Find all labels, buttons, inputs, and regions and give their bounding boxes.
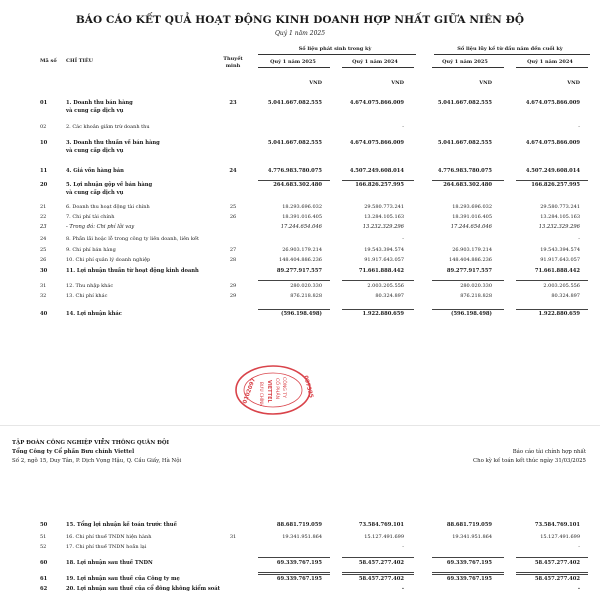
row-value-period-2024: 2.003.205.556 xyxy=(367,283,404,289)
row-value-ytd-2024: 13.284.105.163 xyxy=(540,214,580,220)
row-code: 51 xyxy=(40,534,47,540)
row-value-period-2025: 264.683.302.480 xyxy=(273,182,322,188)
subtotal-rule xyxy=(258,280,330,281)
row-value-period-2024: 71.661.888.442 xyxy=(358,268,404,274)
row-value-period-2024: 13.284.105.163 xyxy=(364,214,404,220)
header-item: CHỈ TIÊU xyxy=(66,58,94,64)
row-label: 3. Doanh thu thuần về bán hàng xyxy=(66,140,160,146)
row-value-period-2025: 5.041.667.082.555 xyxy=(267,100,322,106)
row-value-period-2024: - xyxy=(401,586,404,592)
row-note: 25 xyxy=(229,204,237,210)
svg-text:0102097: 0102097 xyxy=(242,377,258,405)
row-value-period-2024: 15.127.491.699 xyxy=(364,534,404,540)
row-label: 4. Giá vốn hàng bán xyxy=(66,168,124,174)
header-note-line1: Thuyết xyxy=(223,56,243,62)
header-col1: Quý 1 năm 2025 xyxy=(270,59,316,65)
report-page-2 xyxy=(0,425,600,601)
row-value-ytd-2024: 2.003.205.556 xyxy=(543,283,580,289)
row-value-ytd-2024: - xyxy=(578,124,580,130)
double-rule-top xyxy=(516,572,588,573)
row-value-period-2025: (596.198.498) xyxy=(280,311,322,317)
row-label: 13. Chi phí khác xyxy=(66,293,108,299)
double-rule-top xyxy=(432,572,504,573)
row-value-period-2025: 69.339.767.195 xyxy=(276,576,322,582)
subtotal-rule xyxy=(516,309,588,310)
report-period: Cho kỳ kế toán kết thúc ngày 31/03/2025 xyxy=(473,458,586,464)
row-value-ytd-2024: 4.674.075.866.009 xyxy=(525,100,580,106)
subtotal-rule xyxy=(516,180,588,181)
row-value-ytd-2025: 17.244.654.046 xyxy=(450,224,492,230)
row-label: 19. Lợi nhuận sau thuế của Công ty mẹ xyxy=(66,576,180,582)
subtotal-rule xyxy=(432,309,504,310)
header-col1-rule xyxy=(258,67,330,68)
row-code: 01 xyxy=(40,100,48,106)
row-note: 26 xyxy=(229,214,237,220)
svg-text:097325: 097325 xyxy=(302,374,314,399)
header-col2-rule xyxy=(342,67,414,68)
row-code: 02 xyxy=(40,124,47,130)
row-value-ytd-2025: 19.341.951.864 xyxy=(452,534,492,540)
row-value-period-2024: 58.457.277.402 xyxy=(358,560,404,566)
row-value-period-2024: 29.580.773.241 xyxy=(364,204,404,210)
row-label: 12. Thu nhập khác xyxy=(66,283,114,289)
header-col3: Quý 1 năm 2025 xyxy=(442,59,488,65)
header-unit4: VND xyxy=(567,80,580,86)
header-group-period: Số liệu phát sinh trong kỳ xyxy=(298,46,372,52)
row-value-ytd-2024: 4.674.075.866.009 xyxy=(525,140,580,146)
row-value-period-2024: - xyxy=(402,236,404,242)
row-note: 31 xyxy=(229,534,237,540)
report-subtitle: Quý 1 năm 2025 xyxy=(274,30,326,37)
svg-text:BƯU CHÍNH: BƯU CHÍNH xyxy=(259,382,264,407)
row-code: 10 xyxy=(40,140,48,146)
row-value-ytd-2025: 876.218.828 xyxy=(460,293,492,299)
row-value-ytd-2024: - xyxy=(578,544,580,550)
row-code: 24 xyxy=(40,236,47,242)
row-value-period-2024: - xyxy=(402,124,404,130)
subtotal-rule xyxy=(342,557,414,558)
row-value-period-2024: 4.674.075.866.009 xyxy=(349,100,404,106)
row-value-period-2025: 17.244.654.046 xyxy=(280,224,322,230)
row-value-ytd-2024: 29.580.773.241 xyxy=(540,204,580,210)
company-address: Số 2, ngõ 15, Duy Tân, P. Dịch Vọng Hậu, Q. Cầu Giấy, Hà Nội xyxy=(12,458,182,464)
report-title: BÁO CÁO KẾT QUẢ HOẠT ĐỘNG KINH DOANH HỢP NHẤT GIỮA NIÊN ĐỘ xyxy=(75,14,525,26)
row-label-line2: và cung cấp dịch vụ xyxy=(66,108,124,114)
row-code: 52 xyxy=(40,544,47,550)
row-value-period-2025: 89.277.917.557 xyxy=(276,268,322,274)
header-code: Mã số xyxy=(40,58,57,64)
header-col4-rule xyxy=(516,67,588,68)
row-value-period-2025: 5.041.667.082.555 xyxy=(267,140,322,146)
subtotal-rule xyxy=(342,309,414,310)
row-code: 31 xyxy=(40,283,47,289)
subtotal-rule xyxy=(258,180,330,181)
row-value-period-2024: 19.543.394.574 xyxy=(364,247,404,253)
double-rule-bottom xyxy=(342,574,414,575)
row-code: 20 xyxy=(40,182,48,188)
row-code: 22 xyxy=(40,214,47,220)
row-code: 50 xyxy=(40,522,48,528)
row-label-line2: và cung cấp dịch vụ xyxy=(66,190,124,196)
row-value-ytd-2024: - xyxy=(578,236,580,242)
row-label: 10. Chi phí quản lý doanh nghiệp xyxy=(66,257,151,263)
row-value-ytd-2025: 18.391.016.405 xyxy=(452,214,492,220)
row-value-period-2025: 19.341.951.864 xyxy=(282,534,322,540)
row-value-ytd-2025: 5.041.667.082.555 xyxy=(437,100,492,106)
row-value-ytd-2024: 58.457.277.402 xyxy=(534,560,580,566)
double-rule-bottom xyxy=(258,574,330,575)
row-value-ytd-2024: 1.922.880.659 xyxy=(538,311,580,317)
row-value-ytd-2024: 58.457.277.402 xyxy=(534,576,580,582)
subtotal-rule xyxy=(342,180,414,181)
svg-text:VIETTEL: VIETTEL xyxy=(266,380,272,403)
double-rule-top xyxy=(342,572,414,573)
row-value-period-2025: 26.903.179.214 xyxy=(282,247,322,253)
row-value-ytd-2025: 88.681.719.059 xyxy=(446,522,492,528)
row-note: 29 xyxy=(229,283,237,289)
row-value-period-2025: 876.218.828 xyxy=(290,293,322,299)
row-value-ytd-2025: 5.041.667.082.555 xyxy=(437,140,492,146)
row-value-ytd-2024: - xyxy=(577,586,580,592)
subtotal-rule xyxy=(342,280,414,281)
row-value-ytd-2025: 69.339.767.195 xyxy=(446,576,492,582)
subtotal-rule xyxy=(258,309,330,310)
row-value-period-2025: 18.391.016.405 xyxy=(282,214,322,220)
row-value-ytd-2025: 18.293.696.032 xyxy=(452,204,492,210)
row-value-period-2024: 4.507.249.608.014 xyxy=(349,168,404,174)
row-value-period-2025: 18.293.696.032 xyxy=(282,204,322,210)
row-value-period-2025: 148.404.886.236 xyxy=(279,257,322,263)
row-code: 32 xyxy=(40,293,47,299)
row-value-ytd-2024: 19.543.394.574 xyxy=(540,247,580,253)
row-code: 40 xyxy=(40,311,48,317)
subtotal-rule xyxy=(516,280,588,281)
row-value-period-2024: 4.674.075.866.009 xyxy=(349,140,404,146)
row-label: 8. Phần lãi hoặc lỗ trong công ty liên doanh, liên kết xyxy=(66,236,199,242)
row-value-ytd-2024: 71.661.888.442 xyxy=(534,268,580,274)
row-label: 18. Lợi nhuận sau thuế TNDN xyxy=(66,560,153,566)
subtotal-rule xyxy=(432,280,504,281)
row-code: 21 xyxy=(40,204,47,210)
row-label: 2. Các khoản giảm trừ doanh thu xyxy=(66,124,150,130)
subtotal-rule xyxy=(432,557,504,558)
row-value-ytd-2024: 166.826.257.995 xyxy=(531,182,580,188)
row-label: 20. Lợi nhuận sau thuế của cổ đông không kiểm soát xyxy=(66,586,221,592)
row-note: 27 xyxy=(229,247,237,253)
header-col4: Quý 1 năm 2024 xyxy=(527,59,573,65)
company-name: Tổng Công ty Cổ phần Bưu chính Viettel xyxy=(12,449,135,455)
row-value-ytd-2024: 80.324.897 xyxy=(551,293,580,299)
header-group-period-rule xyxy=(258,54,416,55)
row-value-ytd-2025: 264.683.302.480 xyxy=(443,182,492,188)
double-rule-bottom xyxy=(432,574,504,575)
row-value-period-2024: 91.917.643.057 xyxy=(364,257,404,263)
double-rule-bottom xyxy=(516,574,588,575)
row-value-period-2024: 1.922.880.659 xyxy=(362,311,404,317)
header-col3-rule xyxy=(432,67,504,68)
row-label: 11. Lợi nhuận thuần từ hoạt động kinh doanh xyxy=(66,268,199,274)
header-unit1: VND xyxy=(309,80,322,86)
row-code: 25 xyxy=(40,247,47,253)
row-value-period-2024: 80.324.897 xyxy=(375,293,404,299)
row-value-ytd-2025: 148.404.886.236 xyxy=(449,257,492,263)
company-seal-stamp xyxy=(232,364,314,416)
report-name: Báo cáo tài chính hợp nhất xyxy=(512,449,586,455)
group-name: TẬP ĐOÀN CÔNG NGHIỆP VIỄN THÔNG QUÂN ĐỘI xyxy=(12,440,170,446)
row-value-period-2024: 13.232.329.296 xyxy=(362,224,404,230)
row-value-ytd-2025: 26.903.179.214 xyxy=(452,247,492,253)
row-label: 16. Chi phí thuế TNDN hiện hành xyxy=(66,534,152,540)
row-value-period-2024: 58.457.277.402 xyxy=(358,576,404,582)
row-label: 5. Lợi nhuận gộp về bán hàng xyxy=(66,182,153,188)
row-value-period-2025: 4.776.983.780.075 xyxy=(267,168,322,174)
row-label: 15. Tổng lợi nhuận kế toán trước thuế xyxy=(66,522,177,528)
double-rule-top xyxy=(258,572,330,573)
header-group-ytd: Số liệu lũy kế từ đầu năm đến cuối kỳ xyxy=(457,46,563,52)
row-label: 1. Doanh thu bán hàng xyxy=(66,100,133,106)
row-label: 6. Doanh thu hoạt động tài chính xyxy=(66,204,150,210)
header-note-line2: minh xyxy=(225,63,241,69)
row-value-period-2025: 280.020.330 xyxy=(290,283,322,289)
row-value-ytd-2025: 4.776.983.780.075 xyxy=(437,168,492,174)
header-unit2: VND xyxy=(391,80,404,86)
row-code: 61 xyxy=(40,576,48,582)
row-value-ytd-2025: (596.198.498) xyxy=(450,311,492,317)
row-value-ytd-2025: 89.277.917.557 xyxy=(446,268,492,274)
row-note: 23 xyxy=(229,100,237,106)
row-label: 17. Chi phí thuế TNDN hoãn lại xyxy=(66,544,147,550)
row-value-ytd-2024: 73.584.769.101 xyxy=(534,522,580,528)
row-code: 60 xyxy=(40,560,48,566)
subtotal-rule xyxy=(516,557,588,558)
row-value-ytd-2024: 91.917.643.057 xyxy=(540,257,580,263)
header-group-ytd-rule xyxy=(434,54,590,55)
row-value-ytd-2025: 280.020.330 xyxy=(460,283,492,289)
row-code: 30 xyxy=(40,268,48,274)
row-code: 23 xyxy=(40,224,47,230)
row-value-ytd-2025: 69.339.767.195 xyxy=(446,560,492,566)
row-value-period-2025: 69.339.767.195 xyxy=(276,560,322,566)
row-label: - Trong đó: Chi phí lãi vay xyxy=(66,224,135,230)
row-label: 7. Chi phí tài chính xyxy=(66,214,115,220)
row-label: 9. Chi phí bán hàng xyxy=(66,247,116,253)
svg-text:CỔ PHẦN: CỔ PHẦN xyxy=(274,378,279,400)
row-label-line2: và cung cấp dịch vụ xyxy=(66,148,124,154)
subtotal-rule xyxy=(432,180,504,181)
row-code: 26 xyxy=(40,257,47,263)
row-label: 14. Lợi nhuận khác xyxy=(66,311,122,317)
header-col2: Quý 1 năm 2024 xyxy=(352,59,398,65)
row-value-ytd-2024: 15.127.491.699 xyxy=(540,534,580,540)
row-value-period-2024: 73.584.769.101 xyxy=(358,522,404,528)
header-unit3: VND xyxy=(479,80,492,86)
row-code: 11 xyxy=(40,168,48,174)
row-value-ytd-2024: 13.232.329.296 xyxy=(538,224,580,230)
row-value-period-2025: 88.681.719.059 xyxy=(276,522,322,528)
row-value-ytd-2024: 4.507.249.608.014 xyxy=(525,168,580,174)
svg-text:CÔNG TY: CÔNG TY xyxy=(281,377,286,398)
row-note: 24 xyxy=(229,168,237,174)
row-note: 29 xyxy=(229,293,237,299)
row-note: 28 xyxy=(229,257,237,263)
subtotal-rule xyxy=(258,557,330,558)
row-code: 62 xyxy=(40,586,48,592)
row-value-period-2024: 166.826.257.995 xyxy=(355,182,404,188)
row-value-period-2024: - xyxy=(402,544,404,550)
